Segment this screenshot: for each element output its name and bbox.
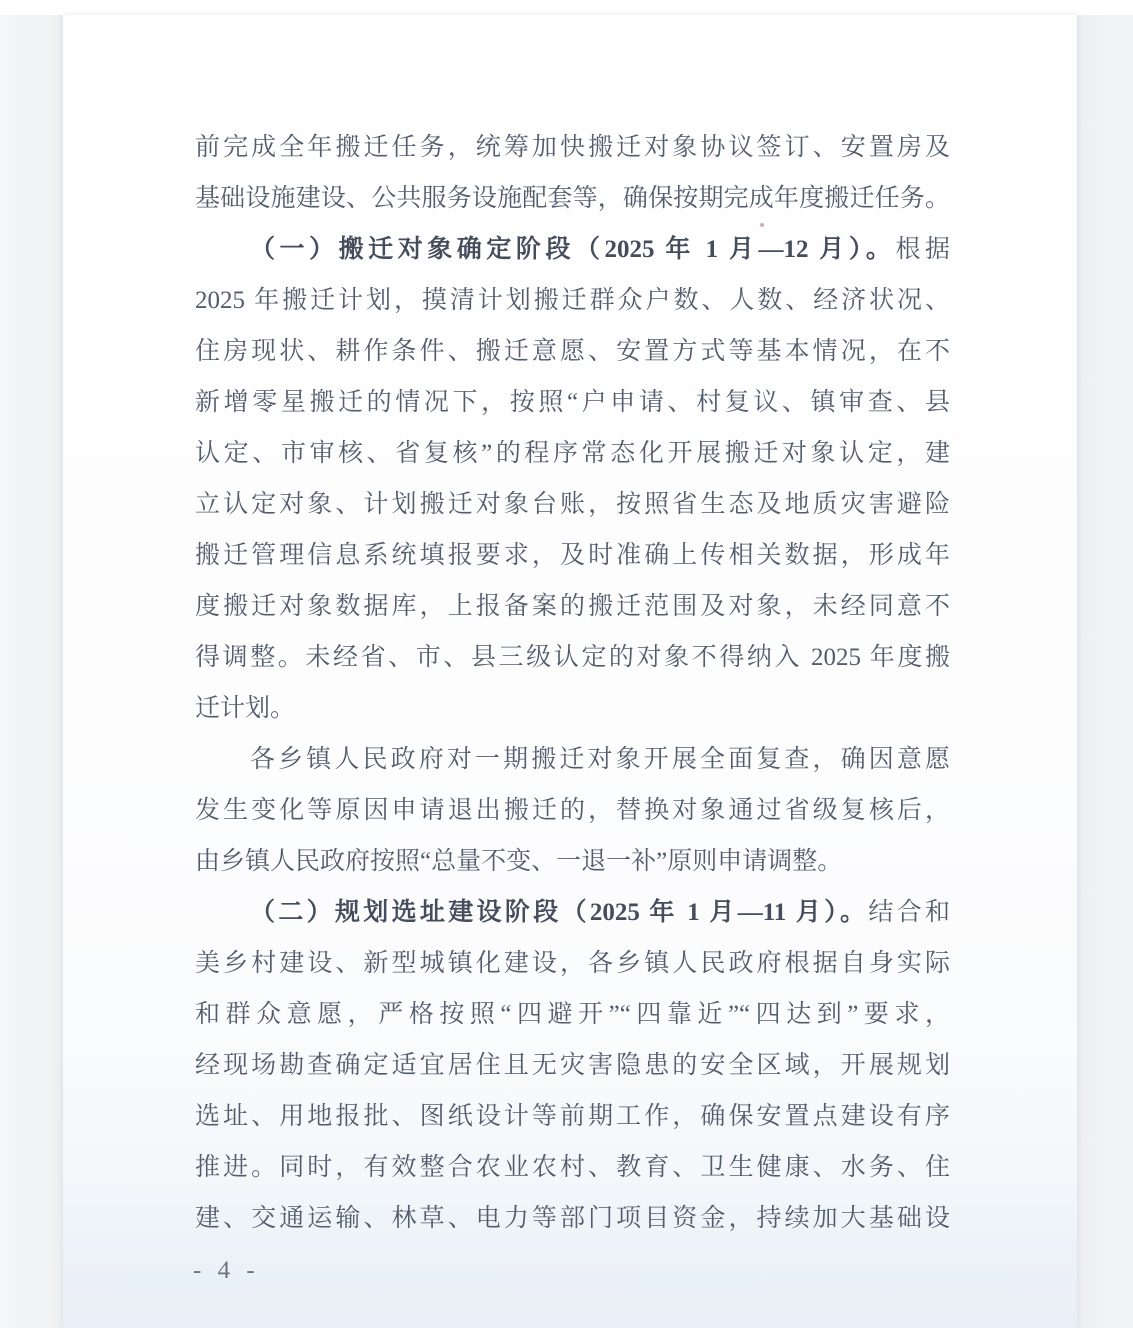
body-segment: 度搬迁对象数据库，上报备案的搬迁范围及对象，未经同意不 <box>195 593 950 620</box>
text-line <box>195 479 950 530</box>
text-line <box>195 122 950 173</box>
body-segment: 由乡镇人民政府按照“总量不变、一退一补”原则申请调整。 <box>195 848 843 875</box>
body-segment: 2025 年搬迁计划，摸清计划搬迁群众户数、人数、经济状况、 <box>195 287 950 314</box>
text-line <box>195 836 950 887</box>
body-segment: 经现场勘查确定适宜居住且无灾害隐患的安全区域，开展规划 <box>195 1052 950 1079</box>
body-segment: 建、交通运输、林草、电力等部门项目资金，持续加大基础设 <box>195 1205 950 1232</box>
text-line <box>195 632 950 683</box>
body-segment: 迁计划。 <box>195 695 296 722</box>
text-line <box>195 377 950 428</box>
text-line <box>195 1091 950 1142</box>
body-segment: 推进。同时，有效整合农业农村、教育、卫生健康、水务、住 <box>195 1154 950 1181</box>
body-segment: 结合和 <box>868 899 950 926</box>
scan-gutter-left <box>0 15 63 1328</box>
text-line <box>195 275 950 326</box>
text-line <box>195 938 950 989</box>
body-segment: 认定、市审核、省复核”的程序常态化开展搬迁对象认定，建 <box>195 440 950 467</box>
body-segment: 搬迁管理信息系统填报要求，及时准确上传相关数据，形成年 <box>195 542 950 569</box>
text-line <box>195 173 950 224</box>
body-segment: 选址、用地报批、图纸设计等前期工作，确保安置点建设有序 <box>195 1103 950 1130</box>
body-segment: 各乡镇人民政府对一期搬迁对象开展全面复查，确因意愿 <box>250 746 950 773</box>
heading-segment: （一）搬迁对象确定阶段（2025 年 1 月—12 月）。 <box>250 236 896 263</box>
body-segment: 和群众意愿，严格按照“四避开”“四靠近”“四达到”要求， <box>195 1001 950 1028</box>
text-line <box>195 683 950 734</box>
body-segment: 前完成全年搬迁任务，统筹加快搬迁对象协议签订、安置房及 <box>195 134 950 161</box>
heading-segment: （二）规划选址建设阶段（2025 年 1 月—11 月）。 <box>250 899 869 926</box>
body-segment: 发生变化等原因申请退出搬迁的，替换对象通过省级复核后， <box>195 797 950 824</box>
scan-speck <box>760 223 764 227</box>
document-text <box>195 122 950 1244</box>
body-segment: 新增零星搬迁的情况下，按照“户申请、村复议、镇审查、县 <box>195 389 950 416</box>
body-segment: 住房现状、耕作条件、搬迁意愿、安置方式等基本情况，在不 <box>195 338 950 365</box>
text-line <box>195 1040 950 1091</box>
page-number: - 4 - <box>193 1257 260 1284</box>
text-line <box>195 224 950 275</box>
body-segment: 根据 <box>895 236 950 263</box>
scan-gutter-right <box>1077 15 1133 1328</box>
text-line <box>195 530 950 581</box>
body-segment: 美乡村建设、新型城镇化建设，各乡镇人民政府根据自身实际 <box>195 950 950 977</box>
text-line <box>195 326 950 377</box>
text-line <box>195 581 950 632</box>
body-segment: 立认定对象、计划搬迁对象台账，按照省生态及地质灾害避险 <box>195 491 950 518</box>
text-line <box>195 1142 950 1193</box>
text-line <box>195 887 950 938</box>
text-line <box>195 428 950 479</box>
text-line <box>195 1193 950 1244</box>
text-line <box>195 785 950 836</box>
body-segment: 基础设施建设、公共服务设施配套等，确保按期完成年度搬迁任务。 <box>195 185 950 212</box>
document-page <box>63 15 1077 1328</box>
text-line <box>195 734 950 785</box>
text-line <box>195 989 950 1040</box>
body-segment: 得调整。未经省、市、县三级认定的对象不得纳入 2025 年度搬 <box>195 644 950 671</box>
